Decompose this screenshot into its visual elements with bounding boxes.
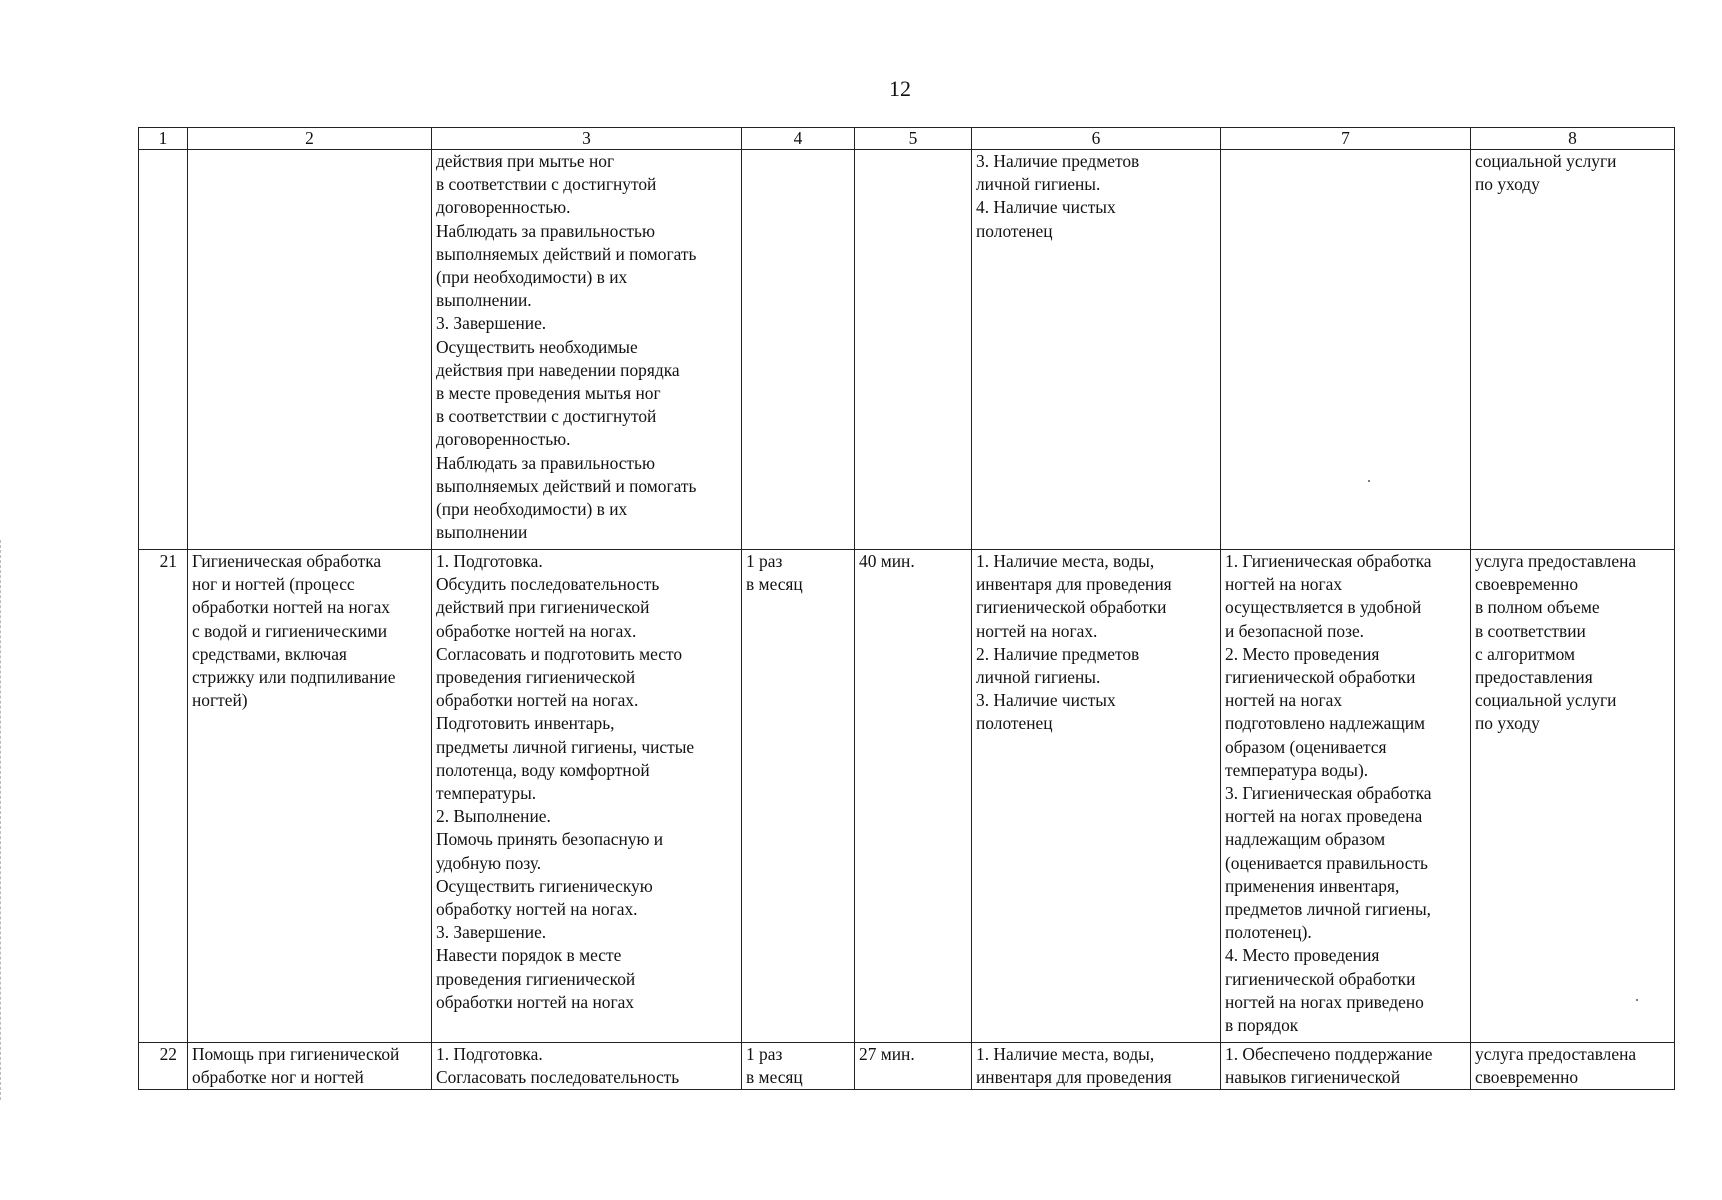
services-table (138, 127, 1675, 1090)
header-cell-8: 8 (1471, 128, 1675, 150)
cell-line: 40 мин. (859, 551, 915, 571)
cell-line: в соответствии с достигнутой (436, 174, 657, 195)
cell-line: 4. Место проведения (1225, 945, 1380, 966)
cell-line: в месяц (746, 574, 803, 595)
row-number (139, 150, 188, 550)
cell-line: 1. Наличие места, воды, (976, 551, 1155, 571)
duration-cell (855, 1043, 972, 1090)
cell-line: (оценивается правильность (1225, 852, 1428, 873)
cell-line: ногтей) (192, 690, 248, 711)
cell-line: в соответствии с достигнутой (436, 406, 657, 427)
cell-line: навыков гигиенической (1225, 1067, 1401, 1088)
cell-line: полотенец (976, 220, 1053, 241)
procedure-cell (432, 150, 742, 550)
cell-line: социальной услуги (1475, 690, 1617, 711)
cell-line: ногтей на ногах приведено (1225, 991, 1424, 1012)
cell-line: ногтей на ногах (1225, 574, 1343, 595)
cell-line: 3. Наличие чистых (976, 690, 1116, 711)
cell-line: Помочь принять безопасную и (436, 829, 664, 850)
cell-line: обработки ногтей на ногах (436, 991, 635, 1012)
cell-line: обработке ногтей на ногах. (436, 620, 637, 641)
cell-line: личной гигиены. (976, 667, 1101, 688)
cell-line: (при необходимости) в их (436, 499, 628, 520)
cell-line: обработку ногтей на ногах. (436, 899, 638, 920)
header-cell-6: 6 (972, 128, 1221, 150)
cell-line: стрижку или подпиливание (192, 667, 396, 688)
cell-line: Наблюдать за правильностью (436, 452, 655, 473)
cell-line: своевременно (1475, 574, 1579, 595)
cell-line: 4. Наличие чистых (976, 197, 1116, 218)
cell-line: 1. Гигиеническая обработка (1225, 551, 1432, 571)
cell-line: выполняемых действий и помогать (436, 475, 697, 496)
table-row (139, 150, 1675, 550)
scan-speck (1368, 480, 1370, 482)
table-row (139, 1043, 1675, 1090)
cell-line: ног и ногтей (процесс (192, 574, 355, 595)
conditions-cell (972, 150, 1221, 550)
cell-line: температуры. (436, 783, 537, 804)
cell-line: выполняемых действий и помогать (436, 243, 697, 264)
cell-line: надлежащим образом (1225, 829, 1386, 850)
header-row (139, 128, 1675, 150)
cell-line: средствами, включая (192, 643, 347, 664)
cell-line: 1 раз (746, 551, 783, 571)
cell-line: Согласовать последовательность (436, 1067, 680, 1088)
procedure-cell (432, 550, 742, 1043)
cell-line: гигиенической обработки (1225, 667, 1416, 688)
frequency-cell (742, 150, 855, 550)
cell-line: обработке ног и ногтей (192, 1067, 364, 1088)
cell-line: 3. Завершение. (436, 922, 547, 943)
cell-line: действий при гигиенической (436, 597, 650, 618)
cell-line: полотенец (976, 713, 1053, 734)
cell-line: полотенца, воду комфортной (436, 759, 650, 780)
cell-line: Навести порядок в месте (436, 945, 622, 966)
cell-line: услуга предоставлена (1475, 1044, 1637, 1064)
cell-line: обработки ногтей на ногах (192, 597, 391, 618)
page-number: 12 (889, 76, 911, 101)
cell-line: Согласовать и подготовить место (436, 643, 683, 664)
quality-cell (1221, 150, 1471, 550)
cell-line: ногтей на ногах (1225, 690, 1343, 711)
cell-line: в соответствии (1475, 620, 1586, 641)
cell-line: предметов личной гигиены, (1225, 899, 1432, 920)
cell-line: Гигиеническая обработка (192, 551, 382, 571)
cell-line: в порядок (1225, 1015, 1299, 1036)
cell-line: 2. Наличие предметов (976, 643, 1140, 664)
procedure-cell (432, 1043, 742, 1090)
cell-line: ногтей на ногах проведена (1225, 806, 1423, 827)
cell-line: личной гигиены. (976, 174, 1101, 195)
cell-line: проведения гигиенической (436, 667, 636, 688)
cell-line: предметы личной гигиены, чистые (436, 736, 695, 757)
cell-line: 1. Обеспечено поддержание (1225, 1044, 1433, 1064)
cell-line: 3. Гигиеническая обработка (1225, 783, 1432, 804)
service-name-cell (188, 150, 432, 550)
duration-cell (855, 550, 972, 1043)
scan-speck (1636, 999, 1638, 1001)
scan-margin-mark (0, 540, 4, 1100)
cell-line: подготовлено надлежащим (1225, 713, 1426, 734)
header-cell-2: 2 (188, 128, 432, 150)
cell-line: гигиенической обработки (1225, 968, 1416, 989)
cell-line: с водой и гигиеническими (192, 620, 388, 641)
cell-line: Помощь при гигиенической (192, 1044, 400, 1064)
duration-cell (855, 150, 972, 550)
cell-line: своевременно (1475, 1067, 1579, 1088)
cell-line: действия при мытье ног (436, 151, 615, 171)
header-cell-1: 1 (139, 128, 188, 150)
cell-line: полотенец). (1225, 922, 1312, 943)
cell-line: 3. Наличие предметов (976, 151, 1140, 171)
cell-line: гигиенической обработки (976, 597, 1167, 618)
cell-line: выполнении. (436, 290, 532, 311)
quality-cell (1221, 1043, 1471, 1090)
header-cell-4: 4 (742, 128, 855, 150)
evaluation-cell (1471, 1043, 1675, 1090)
cell-line: предоставления (1475, 667, 1593, 688)
table-row (139, 550, 1675, 1043)
cell-line: 1. Подготовка. (436, 551, 543, 571)
cell-line: 1. Наличие места, воды, (976, 1044, 1155, 1064)
cell-line: в месяц (746, 1067, 803, 1088)
cell-line: с алгоритмом (1475, 643, 1575, 664)
header-cell-5: 5 (855, 128, 972, 150)
cell-line: Осуществить необходимые (436, 336, 638, 357)
cell-line: договоренностью. (436, 197, 571, 218)
cell-line: проведения гигиенической (436, 968, 636, 989)
cell-line: по уходу (1475, 174, 1540, 195)
service-name-cell (188, 550, 432, 1043)
cell-line: услуга предоставлена (1475, 551, 1637, 571)
conditions-cell (972, 1043, 1221, 1090)
cell-line: социальной услуги (1475, 151, 1617, 171)
cell-line: действия при наведении порядка (436, 359, 680, 380)
header-cell-3: 3 (432, 128, 742, 150)
evaluation-cell (1471, 150, 1675, 550)
cell-line: в месте проведения мытья ног (436, 383, 661, 404)
row-number: 21 (139, 550, 188, 1043)
cell-line: в полном объеме (1475, 597, 1600, 618)
cell-line: температура воды). (1225, 759, 1369, 780)
frequency-cell (742, 550, 855, 1043)
cell-line: 1 раз (746, 1044, 783, 1064)
cell-line: обработки ногтей на ногах. (436, 690, 639, 711)
cell-line: и безопасной позе. (1225, 620, 1365, 641)
conditions-cell (972, 550, 1221, 1043)
cell-line: Обсудить последовательность (436, 574, 660, 595)
cell-line: Осуществить гигиеническую (436, 875, 653, 896)
evaluation-cell (1471, 550, 1675, 1043)
cell-line: образом (оценивается (1225, 736, 1387, 757)
quality-cell (1221, 550, 1471, 1043)
cell-line: Подготовить инвентарь, (436, 713, 615, 734)
service-name-cell (188, 1043, 432, 1090)
cell-line: применения инвентаря, (1225, 875, 1400, 896)
frequency-cell (742, 1043, 855, 1090)
cell-line: 27 мин. (859, 1044, 915, 1064)
header-cell-7: 7 (1221, 128, 1471, 150)
cell-line: осуществляется в удобной (1225, 597, 1422, 618)
cell-line: Наблюдать за правильностью (436, 220, 655, 241)
cell-line: по уходу (1475, 713, 1540, 734)
cell-line: ногтей на ногах. (976, 620, 1098, 641)
cell-line: 3. Завершение. (436, 313, 547, 334)
cell-line: 2. Место проведения (1225, 643, 1380, 664)
cell-line: удобную позу. (436, 852, 542, 873)
cell-line: (при необходимости) в их (436, 267, 628, 288)
cell-line: договоренностью. (436, 429, 571, 450)
cell-line: 2. Выполнение. (436, 806, 551, 827)
cell-line: инвентаря для проведения (976, 574, 1172, 595)
cell-line: 1. Подготовка. (436, 1044, 543, 1064)
cell-line: выполнении (436, 522, 528, 543)
row-number: 22 (139, 1043, 188, 1090)
cell-line: инвентаря для проведения (976, 1067, 1172, 1088)
